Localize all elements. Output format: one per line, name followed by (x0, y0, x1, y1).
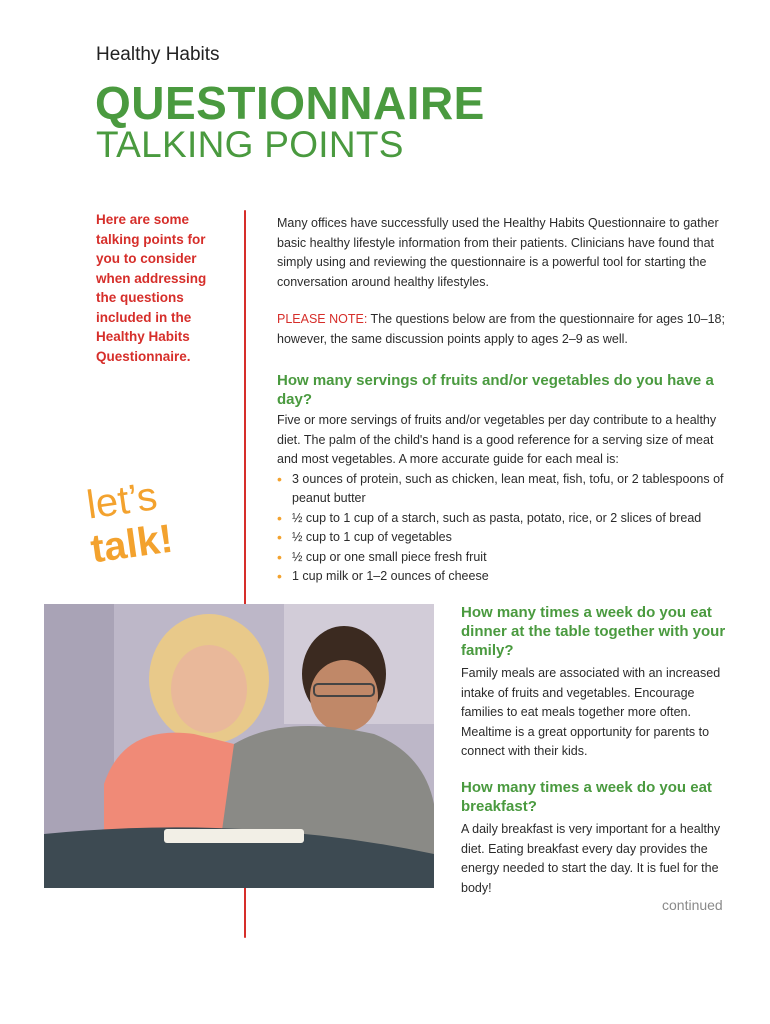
list-item: • 1 cup milk or 1–2 ounces of cheese (277, 567, 737, 587)
bullet-icon: • (277, 548, 282, 565)
lets-text: let’s (84, 474, 160, 528)
question-answer: A daily breakfast is very important for a healthy diet. Eating breakfast every day provides the energy needed to start the day. It is fuel for the body! (461, 822, 721, 895)
page-subtitle: TALKING POINTS (96, 124, 404, 165)
question-answer: Family meals are associated with an increased intake of fruits and vegetables. Encourage families to eat meals together more often. Mealtime is a great opportunity for parents to connect with their kids. (461, 666, 721, 758)
note-text: The questions below are from the questionnaire for ages 10–18; however, the same discussion points apply to ages 2–9 as well. (277, 312, 725, 346)
question-heading: How many times a week do you eat dinner at the table together with your family? (461, 604, 726, 659)
clinician-with-patient-photo (44, 604, 434, 888)
main-intro-column (277, 214, 737, 349)
serving-guide-list (277, 470, 737, 587)
bullet-icon: • (277, 509, 282, 526)
list-item: • 3 ounces of protein, such as chicken, lean meat, fish, tofu, or 2 tablespoons of peanut butter (277, 470, 724, 505)
page-title: QUESTIONNAIRE (95, 77, 485, 129)
question-family-dinner (461, 603, 731, 762)
bullet-icon: • (277, 529, 282, 545)
talk-text: talk! (88, 516, 176, 572)
question-answer: Five or more servings of fruits and/or vegetables per day contribute to a healthy diet. The palm of the child's hand is a good reference for a serving size of meat and most vegetables. A more accurate guide for each meal is: (277, 413, 717, 466)
sidebar-intro: Here are some talking points for you to consider when addressing the questions included in the Healthy Habits Questionnaire. (96, 212, 207, 364)
continued-label: continued (662, 897, 723, 913)
note-label: PLEASE NOTE: (277, 312, 368, 326)
list-item: • ½ cup to 1 cup of a starch, such as pasta, potato, rice, or 2 slices of bread (277, 509, 737, 529)
bullet-icon: • (277, 568, 282, 584)
note-paragraph (277, 310, 737, 349)
question-heading: How many servings of fruits and/or vegetables do you have a day? (277, 372, 714, 408)
lets-talk-graphic (80, 474, 230, 590)
brand-label: Healthy Habits (96, 44, 220, 65)
bullet-icon: • (277, 470, 282, 487)
question-breakfast (461, 778, 731, 898)
question-fruits-vegetables (277, 371, 737, 587)
intro-paragraph: Many offices have successfully used the Healthy Habits Questionnaire to gather basic healthy lifestyle information from their patients. Clinicians have found that simply using and reviewing the questionnaire is a powerful tool for starting the conversation around healthy lifestyles. (277, 216, 719, 289)
question-heading: How many times a week do you eat breakfast? (461, 779, 712, 815)
list-item: • ½ cup to 1 cup of vegetables (277, 528, 737, 548)
list-item: • ½ cup or one small piece fresh fruit (277, 548, 737, 568)
